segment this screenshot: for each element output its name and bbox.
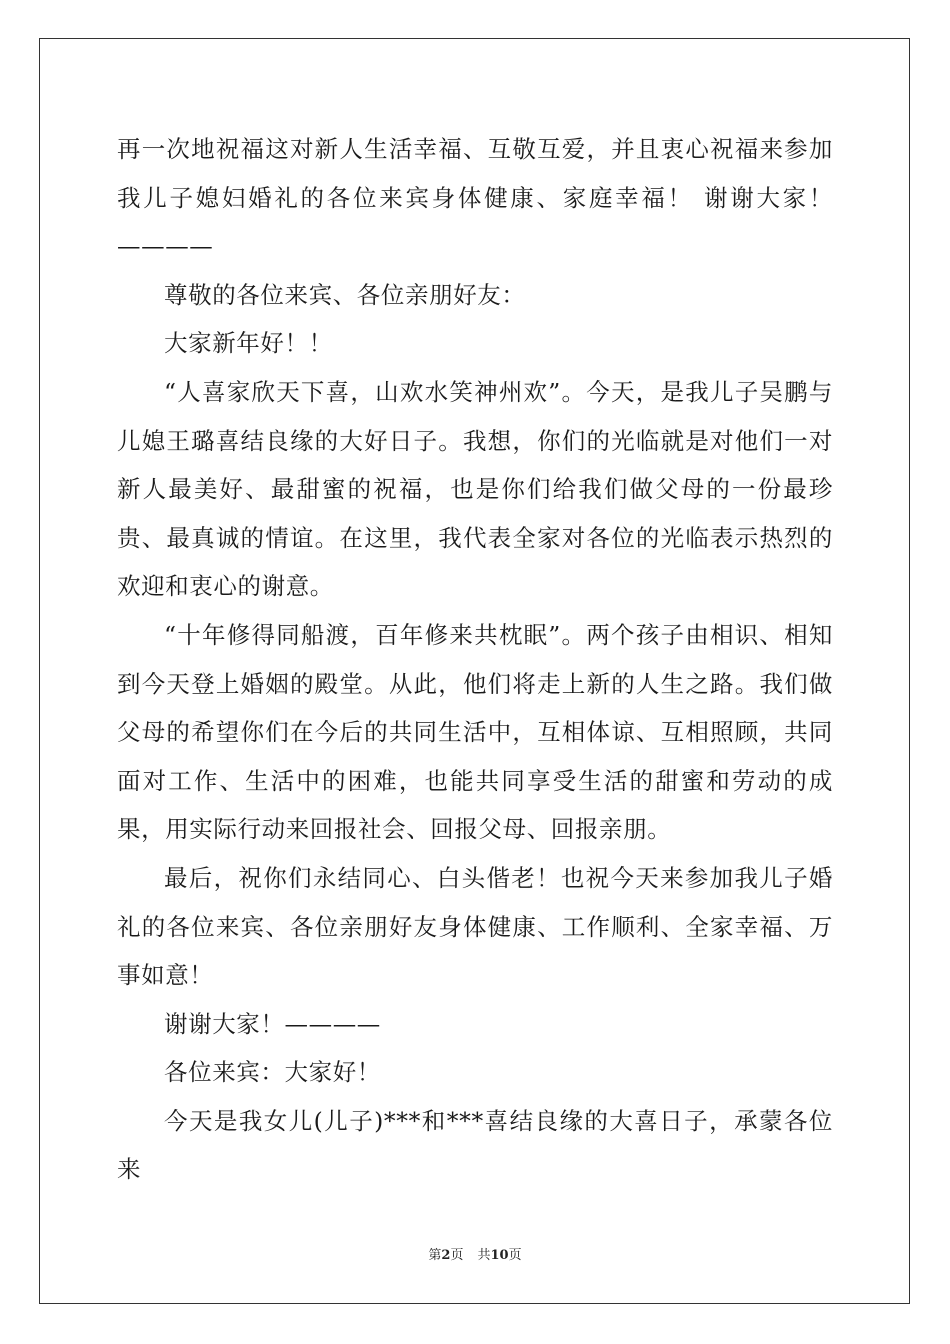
total-label-suffix: 页 [508,1248,522,1263]
total-page-count: 10 [490,1248,509,1263]
document-body [117,125,833,1194]
page-label-prefix: 第 [428,1248,442,1263]
paragraph-blessing: 再一次地祝福这对新人生活幸福、互敬互爱，并且衷心祝福来参加我儿子媳妇婚礼的各位来宾身体健康、家庭幸福！ 谢谢大家！———— [117,135,833,261]
current-page-number: 2 [441,1248,451,1263]
paragraph-second-speech: 今天是我女儿(儿子)***和***喜结良缘的大喜日子，承蒙各位来 [117,1106,833,1184]
paragraph-parents-hope: “十年修得同船渡，百年修来共枕眠”。两个孩子由相识、相知到今天登上婚姻的殿堂。从此，他们将走上新的人生之路。我们做父母的希望你们在今后的共同生活中，互相体谅、互相照顾，共同面对工作、生活中的困难，也能共同享受生活的甜蜜和劳动的成果，用实际行动来回报社会、回报父母、回报亲朋。 [117,620,833,844]
total-label-prefix: 共 [477,1248,491,1263]
paragraph-closing-wishes: 最后，祝你们永结同心、白头偕老！也祝今天来参加我儿子婚礼的各位来宾、各位亲朋好友身体健康、工作顺利、全家幸福、万事如意！ [117,863,833,990]
paragraph-second-salutation: 各位来宾：大家好！ [164,1058,381,1087]
paragraph-wedding-day: “人喜家欣天下喜，山欢水笑神州欢”。今天，是我儿子吴鹏与儿媳王璐喜结良缘的大好日子。我想，你们的光临就是对他们一对新人最美好、最甜蜜的祝福，也是你们给我们做父母的一份最珍贵、最真诚的情谊。在这里，我代表全家对各位的光临表示热烈的欢迎和衷心的谢意。 [117,377,833,601]
page-footer [0,1247,950,1265]
paragraph-greeting: 大家新年好！！ [164,329,333,358]
paragraph-salutation: 尊敬的各位来宾、各位亲朋好友： [164,280,526,309]
paragraph-thanks: 谢谢大家！———— [164,1009,381,1038]
page-label-suffix: 页 [450,1248,464,1263]
